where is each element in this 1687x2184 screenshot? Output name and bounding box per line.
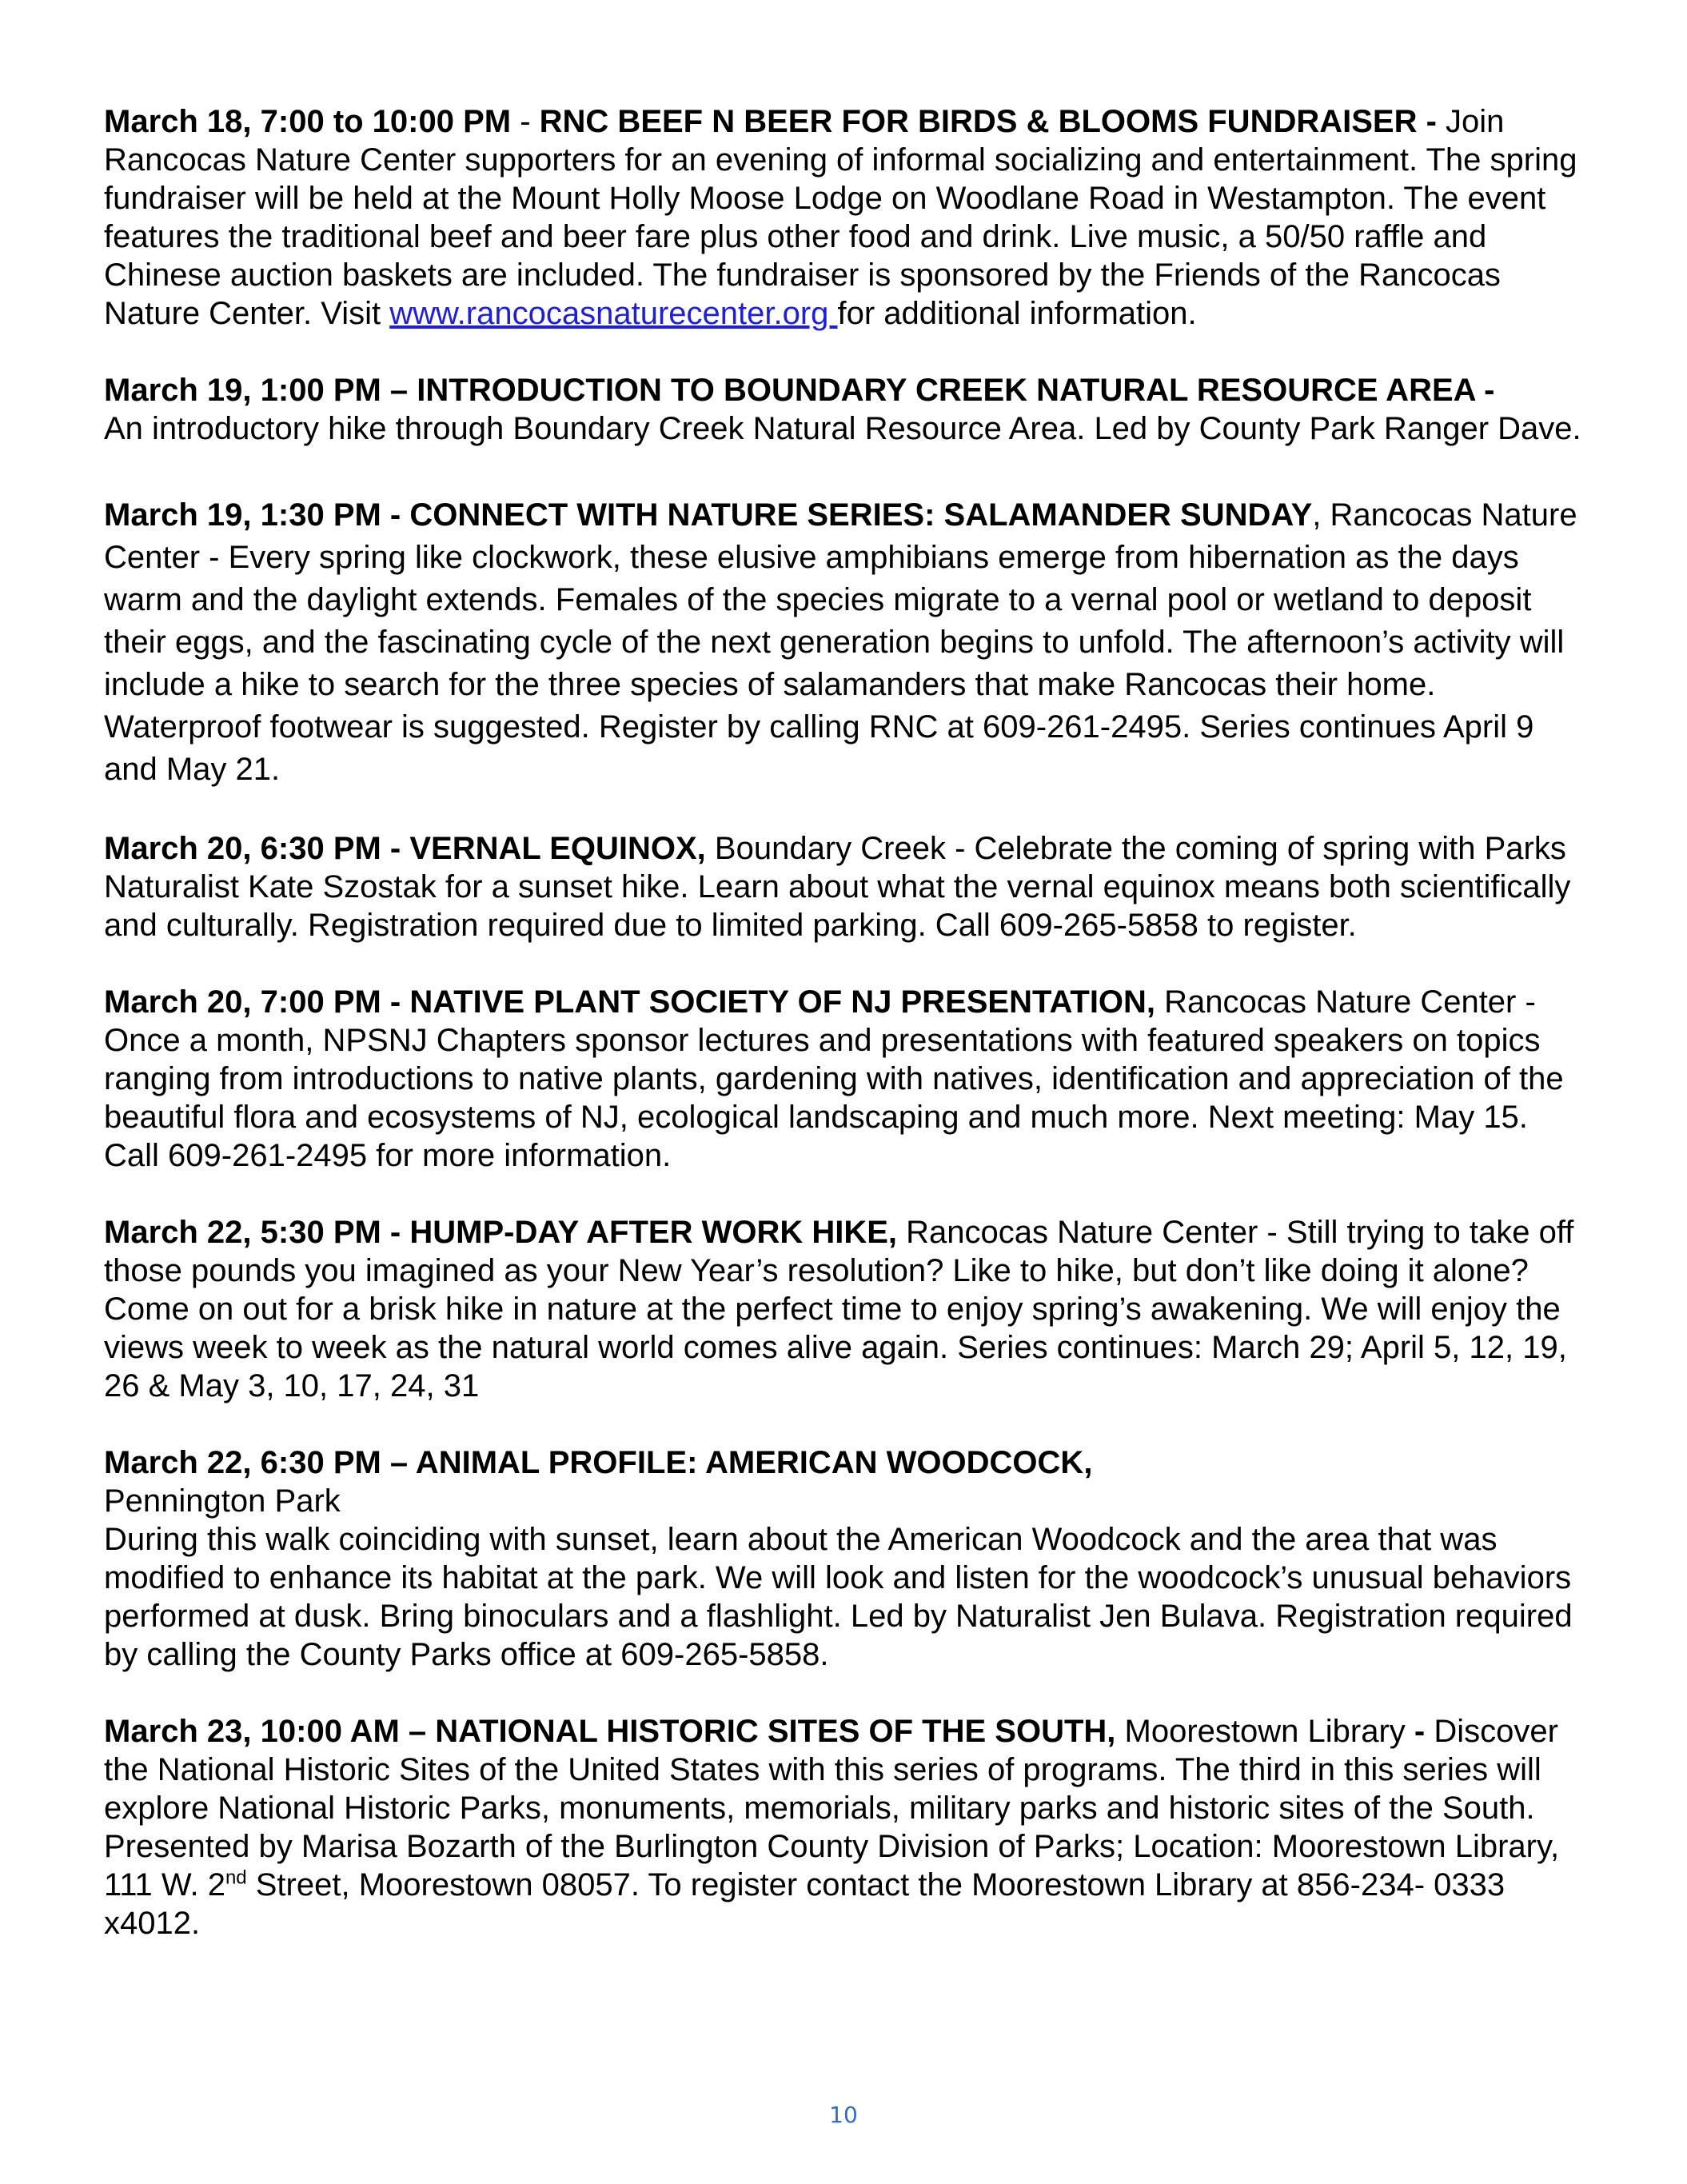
event-description-tail: Street, Moorestown 08057. To register contact the Moorestown Library at 856-234- 0333 x4012. [104, 1867, 1506, 1941]
event-dash: - [1414, 1714, 1426, 1749]
event-beef-n-beer [104, 102, 1591, 333]
event-american-woodcock [104, 1443, 1591, 1674]
event-list [104, 102, 1591, 1981]
event-location: Pennington Park [104, 1483, 341, 1519]
event-separator: - [511, 104, 540, 139]
event-location: Moorestown Library [1115, 1714, 1414, 1749]
event-heading: March 23, 10:00 AM – NATIONAL HISTORIC SITES OF THE SOUTH, [104, 1714, 1116, 1749]
website-link[interactable]: www.rancocasnaturecenter.org [389, 296, 838, 331]
event-description-tail: for additional information. [837, 296, 1197, 331]
event-salamander-sunday [104, 494, 1591, 791]
event-heading: March 19, 1:00 PM – INTRODUCTION TO BOUNDARY CREEK NATURAL RESOURCE AREA - [104, 373, 1495, 408]
event-heading: March 22, 6:30 PM – ANIMAL PROFILE: AMERICAN WOODCOCK, [104, 1445, 1093, 1480]
event-title: RNC BEEF N BEER FOR BIRDS & BLOOMS FUNDRAISER - [539, 104, 1437, 139]
event-description: Join Rancocas Nature Center supporters for an evening of informal socializing and entertainment. The spring fundraiser will be held at the Mount Holly Moose Lodge on Woodlane Road in Westampton. The event features the traditional beef and beer fare plus other food and drink. Live music, a 50/50 raffle and Chinese auction baskets are included. The fundraiser is sponsored by the Friends of the Rancocas Nature Center. Visit [104, 104, 1577, 331]
event-heading: March 18, 7:00 to 10:00 PM [104, 104, 512, 139]
event-description: Rancocas Nature Center - Still trying to take off those pounds you imagined as your New Year’s resolution? Like to hike, but don’t like doing it alone? Come on out for a brisk hike in nature at the perfect time to enjoy spring’s awakening. We will enjoy the views week to week as the natural world comes alive again. Series continues: March 29; April 5, 12, 19, 26 & May 3, 10, 17, 24, 31 [104, 1215, 1574, 1403]
event-hump-day-hike [104, 1213, 1591, 1405]
event-historic-sites-south [104, 1712, 1591, 1942]
event-heading: March 20, 7:00 PM - NATIVE PLANT SOCIETY OF NJ PRESENTATION, [104, 984, 1156, 1020]
event-vernal-equinox [104, 829, 1591, 944]
event-description: Boundary Creek - Celebrate the coming of spring with Parks Naturalist Kate Szostak for a sunset hike. Learn about what the vernal equinox means both scientifically and culturally. Registration required due to limited parking. Call 609-265-5858 to register. [104, 831, 1571, 943]
event-boundary-creek-intro [104, 371, 1591, 448]
event-description: , Rancocas Nature Center - Every spring like clockwork, these elusive amphibians emerge from hibernation as the days warm and the daylight extends. Females of the species migrate to a vernal pool or wetland to deposit their eggs, and the fascinating cycle of the next generation begins to unfold. The afternoon’s activity will include a hike to search for the three species of salamanders that make Rancocas their home. Waterproof footwear is suggested. Register by calling RNC at 609-261-2495. Series continues April 9 and May 21. [104, 497, 1577, 787]
event-native-plant-society [104, 983, 1591, 1175]
event-heading: March 19, 1:30 PM - CONNECT WITH NATURE SERIES: SALAMANDER SUNDAY [104, 497, 1313, 533]
event-description: Rancocas Nature Center - Once a month, NPSNJ Chapters sponsor lectures and presentations with featured speakers on topics ranging from introductions to native plants, gardening with natives, identification and appreciation of the beautiful flora and ecosystems of NJ, ecological landscaping and much more. Next meeting: May 15. Call 609-261-2495 for more information. [104, 984, 1564, 1173]
event-heading: March 22, 5:30 PM - HUMP-DAY AFTER WORK HIKE, [104, 1215, 898, 1250]
event-heading: March 20, 6:30 PM - VERNAL EQUINOX, [104, 831, 706, 866]
page-number: 10 [829, 2102, 858, 2128]
event-description: Discover the National Historic Sites of the United States with this series of programs. The third in this series will explore National Historic Parks, monuments, memorials, military parks and historic sites of the South. Presented by Marisa Bozarth of the Burlington County Division of Parks; Location: Moorestown Library, 111 W. 2 [104, 1714, 1560, 1903]
event-description: An introductory hike through Boundary Creek Natural Resource Area. Led by County Park Ranger Dave. [104, 411, 1581, 446]
ordinal-suffix: nd [225, 1867, 247, 1889]
event-description: During this walk coinciding with sunset, learn about the American Woodcock and the area that was modified to enhance its habitat at the park. We will look and listen for the woodcock’s unusual behaviors performed at dusk. Bring binoculars and a flashlight. Led by Naturalist Jen Bulava. Registration required by calling the County Parks office at 609-265-5858. [104, 1522, 1573, 1672]
